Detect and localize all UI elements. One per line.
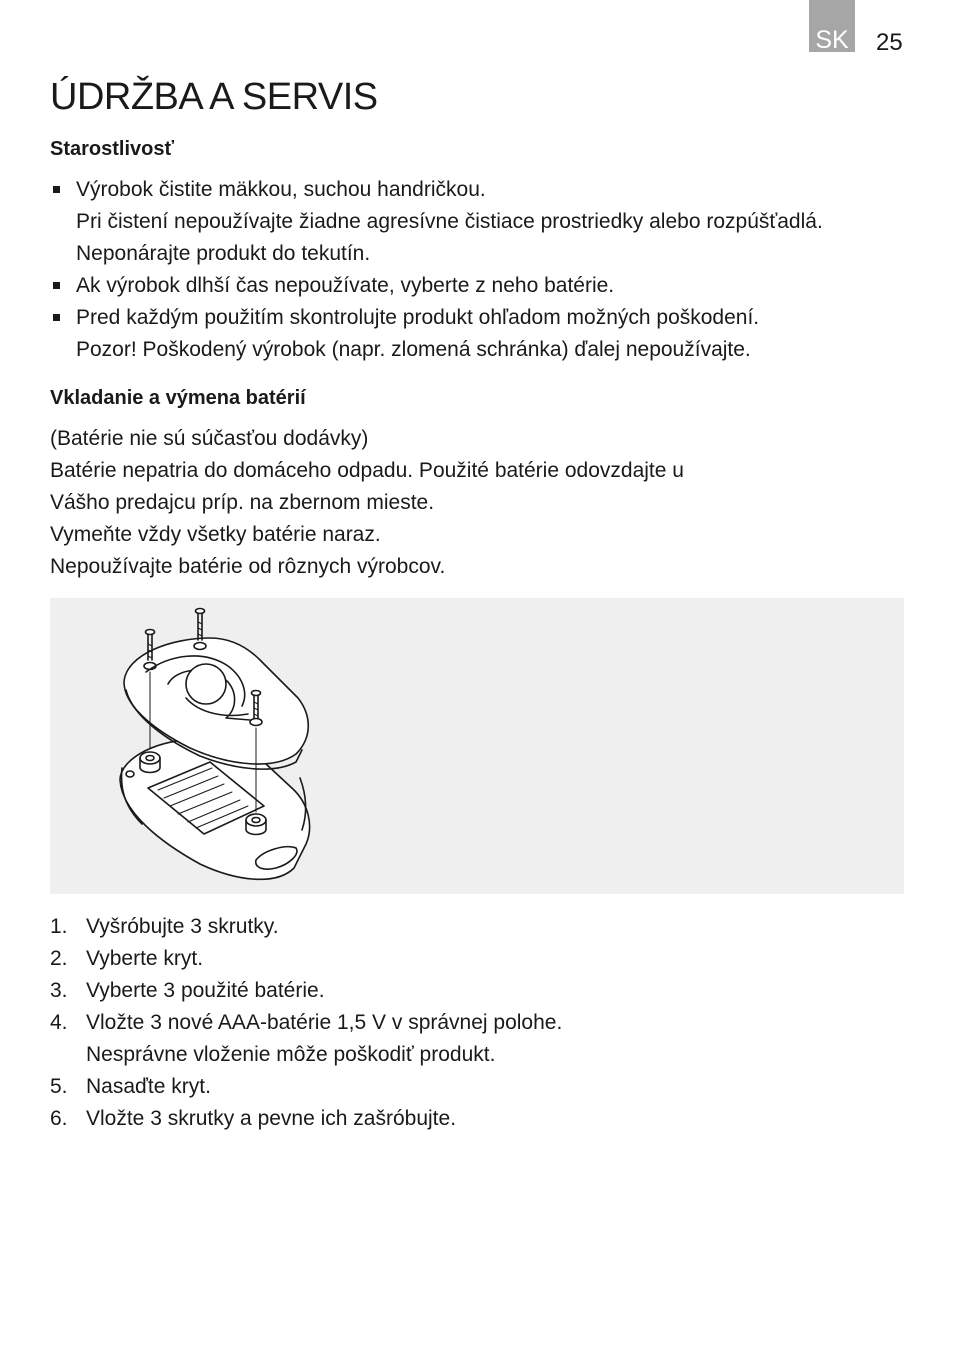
step-text: Vyberte 3 použité batérie.: [86, 979, 325, 1002]
step-text: Vložte 3 nové AAA-batérie 1,5 V v správnej polohe.: [86, 1011, 563, 1034]
page-number: 25: [876, 29, 903, 56]
step-text: Vyberte kryt.: [86, 947, 204, 970]
step-item: [50, 911, 930, 943]
batteries-heading: Vkladanie a výmena batérií: [50, 387, 306, 409]
step-number: 4.: [50, 1011, 68, 1034]
step-text: Vyšróbujte 3 skrutky.: [86, 915, 279, 938]
step-text: Vložte 3 skrutky a pevne ich zašróbujte.: [86, 1107, 457, 1130]
step-number: 2.: [50, 947, 68, 970]
step-item: [50, 1071, 930, 1103]
battery-compartment-illustration: [50, 598, 904, 894]
step-number: 6.: [50, 1107, 68, 1130]
care-text-line: Ak výrobok dlhší čas nepoužívate, vyberte z neho batérie.: [76, 274, 615, 297]
batteries-text-line: Vymeňte vždy všetky batérie naraz.: [50, 523, 381, 546]
step-item: [50, 943, 930, 975]
step-number: 5.: [50, 1075, 68, 1098]
step-item: [50, 975, 930, 1007]
batteries-text-line: Nepoužívajte batérie od rôznych výrobcov.: [50, 555, 446, 578]
care-bullet: [50, 302, 930, 366]
care-text-line: Pri čistení nepoužívajte žiadne agresívne čistiace prostriedky alebo rozpúšťadlá.: [76, 210, 823, 233]
care-bullet-list: [50, 174, 930, 366]
batteries-text-line: (Batérie nie sú súčasťou dodávky): [50, 427, 369, 450]
care-text-line: Neponárajte produkt do tekutín.: [76, 242, 371, 265]
step-text: Nesprávne vloženie môže poškodiť produkt.: [86, 1043, 496, 1066]
care-bullet: [50, 270, 930, 302]
care-heading: Starostlivosť: [50, 138, 175, 160]
care-bullet: [50, 174, 930, 270]
batteries-text-line: Batérie nepatria do domáceho odpadu. Použité batérie odovzdajte u: [50, 459, 684, 482]
page-title: ÚDRŽBA A SERVIS: [50, 76, 378, 118]
step-item: [50, 1103, 930, 1135]
care-text-line: Pred každým použitím skontrolujte produkt ohľadom možných poškodení.: [76, 306, 760, 329]
battery-illustration-panel: [50, 598, 904, 894]
step-item: [50, 1007, 930, 1071]
language-tab: SK: [809, 0, 855, 52]
care-text-line: Pozor! Poškodený výrobok (napr. zlomená schránka) ďalej nepoužívajte.: [76, 338, 751, 361]
care-text-line: Výrobok čistite mäkkou, suchou handričkou.: [76, 178, 486, 201]
step-number: 3.: [50, 979, 68, 1002]
step-text: Nasaďte kryt.: [86, 1075, 211, 1098]
batteries-text-line: Vášho predajcu príp. na zbernom mieste.: [50, 491, 435, 514]
screw: [196, 609, 205, 641]
batteries-paragraph: [50, 423, 930, 583]
steps-list: [50, 911, 930, 1135]
step-number: 1.: [50, 915, 68, 938]
